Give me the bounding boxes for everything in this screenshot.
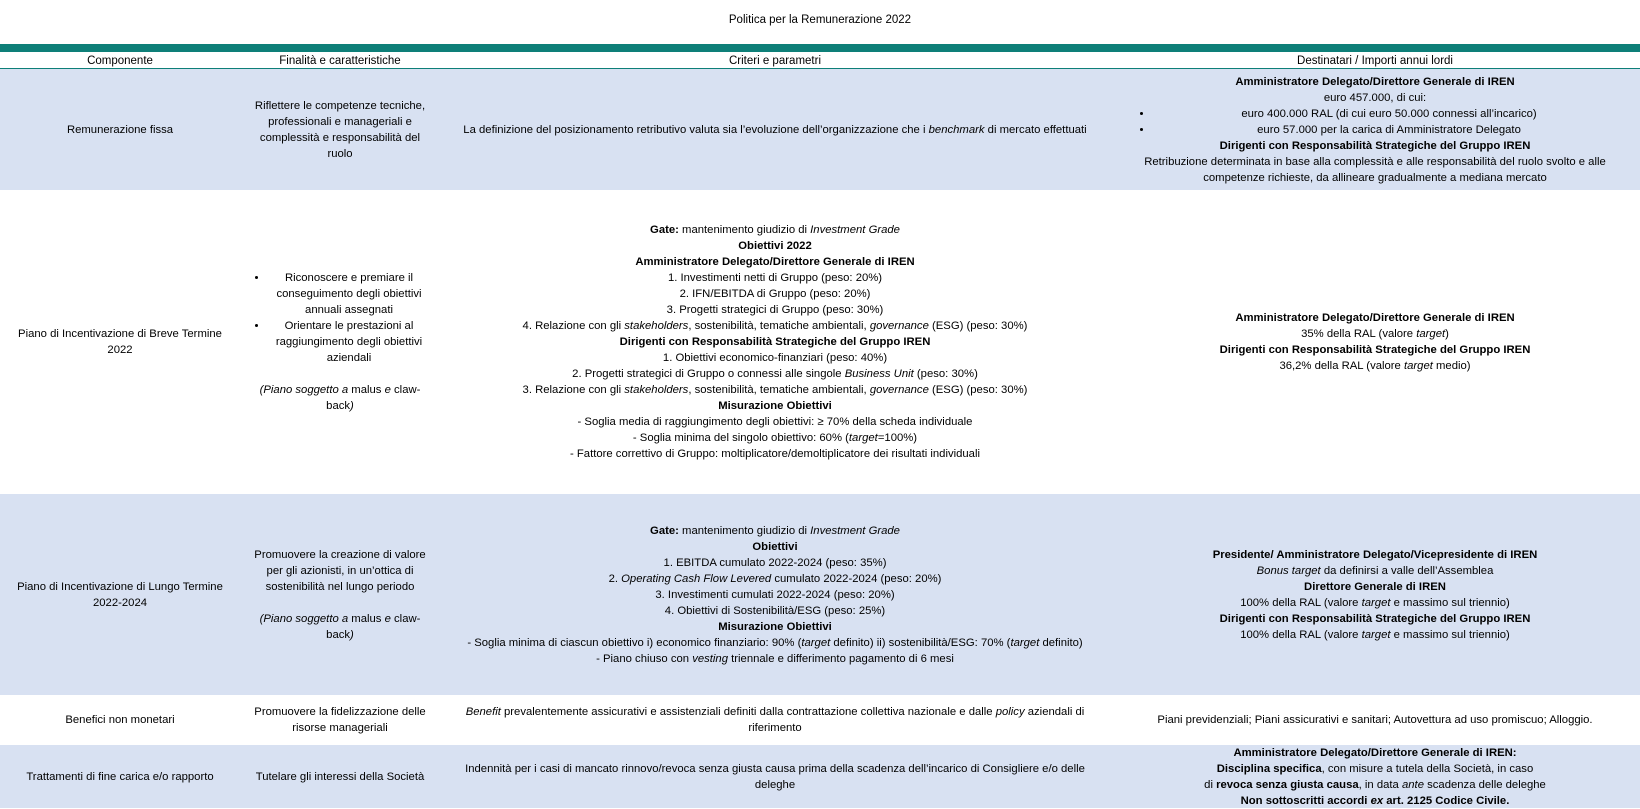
- table-row: [0, 69, 1640, 190]
- cell-purpose: Tutelare gli interessi della Società: [255, 770, 425, 783]
- cell-criteria: Indennità per i casi di mancato rinnovo/revoca senza giusta causa prima della scadenza dell’incarico di Consigliere e/o delle deleghe: [465, 762, 1085, 791]
- header-finalita: Finalità e caratteristiche: [279, 55, 401, 67]
- header-criteri: Criteri e parametri: [728, 55, 822, 67]
- cell-purpose: Riflettere le competenze tecniche, professionali e manageriali e complessità e responsabilità del ruolo: [254, 99, 426, 160]
- cell-component: Benefici non monetari: [65, 714, 175, 726]
- page-title: Politica per la Remunerazione 2022: [728, 14, 912, 26]
- header-accent-bar: [0, 44, 1640, 52]
- cell-criteria: La definizione del posizionamento retributivo valuta sia l’evoluzione dell’organizzazione che i benchmark di mercato effettuati: [463, 123, 1087, 136]
- table-row: [0, 190, 1640, 494]
- cell-recipients: Piani previdenziali; Piani assicurativi e sanitari; Autovettura ad uso promiscuo; Alloggio.: [1157, 714, 1593, 726]
- cell-recipients: Amministratore Delegato/Direttore Generale di IREN euro 457.000, di cui: • euro 400.000 RAL (di cui euro 50.000 connessi all’incarico) • euro 57.000 per la carica di Amministratore Delegato Dirigenti con Responsabilità Strategiche del Gruppo IREN Retribuzione determinata in base alla complessità e alle responsabilità del ruolo svolto e alle competenze richieste, da allineare gradualmente a mediana mercato: [1110, 69, 1640, 190]
- table-header: [0, 53, 1640, 69]
- cell-recipients: Amministratore Delegato/Direttore Generale di IREN: Disciplina specifica, con misure a tutela della Società, in caso di revoca senza giusta causa, in data ante scadenza delle deleghe Non sottoscritti accordi ex art. 2125 Codice Civile.: [1204, 746, 1546, 807]
- cell-recipients: Amministratore Delegato/Direttore Generale di IREN 35% della RAL (valore target) Dirigenti con Responsabilità Strategiche del Gruppo IREN 36,2% della RAL (valore target medio): [1219, 312, 1531, 372]
- table-row: [0, 494, 1640, 695]
- bullet-list: • Riconoscere e premiare il conseguimento degli obiettivi annuali assegnati • Orientare le prestazioni al raggiungimento degli obiettivi aziendali: [250, 270, 430, 366]
- cell-criteria: Gate: mantenimento giudizio di Investment Grade Obiettivi 2022 Amministratore Delegato/Direttore Generale di IREN 1. Investimenti netti di Gruppo (peso: 20%) 2. IFN/EBITDA di Gruppo (peso: 20%) 3. Progetti strategici di Gruppo (peso: 30%) 4. Relazione con gli stakeholders, sostenibilità, tematiche ambientali, governance (ESG) (peso: 30%) Dirigenti con Responsabilità Strategiche del Gruppo IREN 1. Obiettivi economico-finanziari (peso: 40%) 2. Progetti strategici di Gruppo o connessi alle singole Business Unit (peso: 30%) 3. Relazione con gli stakeholders, sostenibilità, tematiche ambientali, governance (ESG) (peso: 30%) Misurazione Obiettivi - Soglia media di raggiungimento degli obiettivi: ≥ 70% della scheda individuale - Soglia minima del singolo obiettivo: 60% (target=100%) - Fattore correttivo di Gruppo: moltiplicatore/demoltiplicatore dei risultati individuali: [522, 224, 1028, 460]
- cell-criteria: Benefit prevalentemente assicurativi e assistenziali definiti dalla contrattazione collettiva nazionale e dalle policy aziendali di riferimento: [465, 706, 1085, 734]
- cell-component: Piano di Incentivazione di Breve Termine 2022: [18, 328, 222, 356]
- cell-purpose: Promuovere la fidelizzazione delle risorse manageriali: [254, 706, 426, 734]
- cell-purpose: • Riconoscere e premiare il conseguimento degli obiettivi annuali assegnati • Orientare le prestazioni al raggiungimento degli obiettivi aziendali (Piano soggetto a malus e claw-back): [240, 190, 440, 494]
- bullet-list: • euro 400.000 RAL (di cui euro 50.000 connessi all’incarico) • euro 57.000 per la carica di Amministratore Delegato: [1125, 106, 1625, 138]
- header-componente: Componente: [87, 55, 153, 67]
- header-destinatari: Destinatari / Importi annui lordi: [1297, 55, 1453, 67]
- cell-purpose: Promuovere la creazione di valore per gli azionisti, in un’ottica di sostenibilità nel lungo periodo (Piano soggetto a malus e claw-back): [254, 548, 426, 641]
- cell-component: Piano di Incentivazione di Lungo Termine 2022-2024: [17, 580, 223, 609]
- cell-component: Remunerazione fissa: [66, 123, 174, 136]
- cell-component: Trattamenti di fine carica e/o rapporto: [26, 770, 214, 783]
- cell-recipients: Presidente/ Amministratore Delegato/Vicepresidente di IREN Bonus target da definirsi a valle dell’Assemblea Direttore Generale di IREN 100% della RAL (valore target e massimo sul triennio) Dirigenti con Responsabilità Strategiche del Gruppo IREN 100% della RAL (valore target e massimo sul triennio): [1212, 548, 1538, 641]
- table-row: [0, 695, 1640, 745]
- cell-criteria: Gate: mantenimento giudizio di Investment Grade Obiettivi 1. EBITDA cumulato 2022-2024 (peso: 35%) 2. Operating Cash Flow Levered cumulato 2022-2024 (peso: 20%) 3. Investimenti cumulati 2022-2024 (peso: 20%) 4. Obiettivi di Sostenibilità/ESG (peso: 25%) Misurazione Obiettivi - Soglia minima di ciascun obiettivo i) economico finanziario: 90% (target definito) ii) sostenibilità/ESG: 70% (target definito) - Piano chiuso con vesting triennale e differimento pagamento di 6 mesi: [467, 524, 1083, 665]
- table-row: [0, 745, 1640, 808]
